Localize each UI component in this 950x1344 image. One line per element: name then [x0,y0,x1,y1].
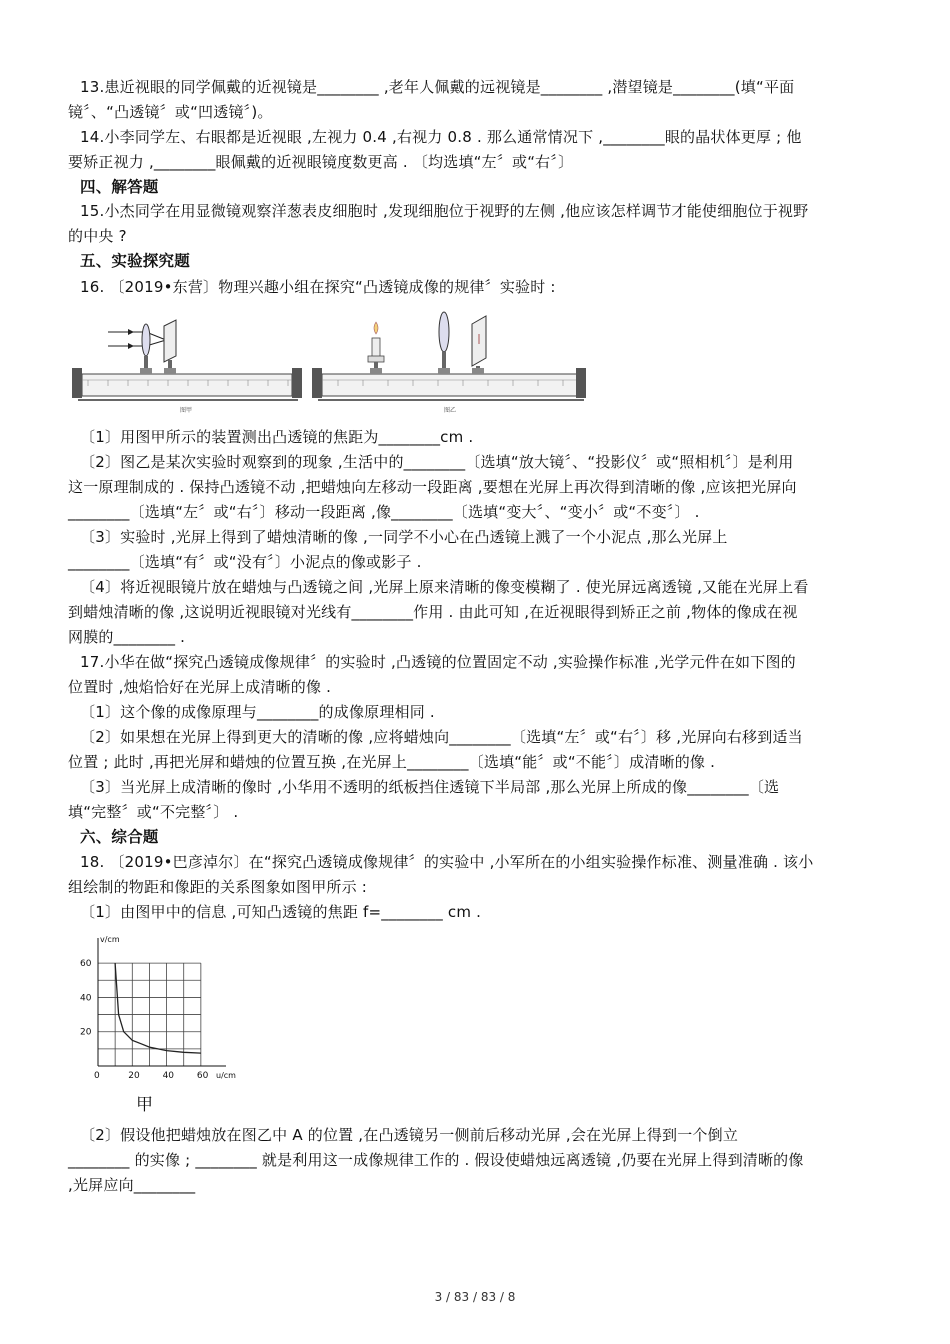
caption-fig-a: 图甲 [180,407,193,414]
text-line: 位置 ; 此时 ,再把光屏和蜡烛的位置互换 ,在光屏上________〔选填“能〞或“不能〞〕成清晰的像 . [68,753,716,771]
section-heading: 六、综合题 [80,828,159,846]
caption-fig-b: 图乙 [444,407,457,414]
text-line: 〔3〕当光屏上成清晰的像时 ,小华用不透明的纸板挡住透镜下半局部 ,那么光屏上所成的像________〔选 [80,778,780,796]
x-tick-label: 60 [196,1071,209,1081]
text-line: 〔2〕如果想在光屏上得到更大的清晰的像 ,应将蜡烛向________〔选填“左〞或“右〞〕移 ,光屏向右移到适当 [80,728,803,746]
text-line: ________ 的实像 ; ________ 就是利用这一成像规律工作的 . 假设使蜡烛远离透镜 ,仍要在光屏上得到清晰的像 [68,1151,804,1169]
text-line: 14.小李同学左、右眼都是近视眼 ,左视力 0.4 ,右视力 0.8 . 那么通常情况下 ,________眼的晶状体更厚 ; 他 [80,128,802,146]
bench-a [72,320,302,414]
chart-ticks [80,959,209,1081]
x-tick-label: 0 [94,1071,100,1081]
text-line: ,光屏应向________ [68,1176,196,1194]
section-heading: 五、实验探究题 [80,252,190,270]
y-axis-label: v/cm [100,935,120,944]
text-line: 15.小杰同学在用显微镜观察洋葱表皮细胞时 ,发现细胞位于视野的左侧 ,他应该怎样调节才能使细胞位于视野 [80,202,809,220]
page-footer: 3 / 83 / 83 / 8 [434,1290,516,1304]
text-line: ________〔选填“有〞或“没有〞〕小泥点的像或影子 . [68,553,422,571]
text-line: 组绘制的物距和像距的关系图象如图甲所示 : [68,878,368,896]
text-line: 16. 〔2019•东营〕物理兴趣小组在探究“凸透镜成像的规律〞实验时 : [80,278,556,296]
text-line: 的中央 ? [68,227,127,245]
x-tick-label: 40 [162,1071,175,1081]
y-tick-label: 40 [80,993,92,1004]
x-tick-label: 20 [128,1071,140,1081]
x-axis-label: u/cm [216,1071,236,1080]
bench-b [312,312,586,414]
text-line: 这一原理制成的 . 保持凸透镜不动 ,把蜡烛向左移动一段距离 ,要想在光屏上再次得到清晰的像 ,应该把光屏向 [68,478,797,496]
text-line: 17.小华在做“探究凸透镜成像规律〞的实验时 ,凸透镜的位置固定不动 ,实验操作标准 ,光学元件在如下图的 [80,653,796,671]
text-line: 〔1〕这个像的成像原理与________的成像原理相同 . [80,703,435,721]
vu-graph [74,928,254,1120]
optical-bench-figure [68,310,588,418]
text-line: 〔2〕假设他把蜡烛放在图乙中 A 的位置 ,在凸透镜另一侧前后移动光屏 ,会在光屏上得到一个倒立 [80,1126,739,1144]
text-line: 〔1〕用图甲所示的装置测出凸透镜的焦距为________cm . [80,428,474,446]
text-line: 填“完整〞或“不完整〞〕 . [68,803,239,821]
chart-series [115,963,201,1053]
text-line: 18. 〔2019•巴彦淖尔〕在“探究凸透镜成像规律〞的实验中 ,小军所在的小组实验操作标准、测量准确 . 该小 [80,853,814,871]
y-tick-label: 20 [80,1027,92,1038]
text-line: 〔2〕图乙是某次实验时观察到的现象 ,生活中的________〔选填“放大镜〞、“投影仪〞或“照相机〞〕是利用 [80,453,794,471]
optical-bench-svg [68,310,588,418]
text-line: 13.患近视眼的同学佩戴的近视镜是________ ,老年人佩戴的远视镜是________ ,潜望镜是________(填“平面 [80,78,795,96]
text-line: 到蜡烛清晰的像 ,这说明近视眼镜对光线有________作用 . 由此可知 ,在近视眼得到矫正之前 ,物体的像成在视 [68,603,798,621]
text-line: 〔3〕实验时 ,光屏上得到了蜡烛清晰的像 ,一同学不小心在凸透镜上溅了一个小泥点 ,那么光屏上 [80,528,728,546]
chart-grid [98,963,201,1066]
graph-figure [74,928,254,1120]
text-line: 网膜的________ . [68,628,186,646]
text-line: 镜〞、“凸透镜〞或“凹透镜〞)。 [68,103,273,121]
text-line: 要矫正视力 ,________眼佩戴的近视眼镜度数更高 . 〔均选填“左〞或“右〞〕 [68,153,574,171]
series-line [115,963,201,1053]
graph-caption: 甲 [136,1095,153,1115]
text-line: 位置时 ,烛焰恰好在光屏上成清晰的像 . [68,678,332,696]
section-heading: 四、解答题 [80,178,159,196]
text-line: 〔1〕由图甲中的信息 ,可知凸透镜的焦距 f=________ cm . [80,903,482,921]
text-line: 〔4〕将近视眼镜片放在蜡烛与凸透镜之间 ,光屏上原来清晰的像变模糊了 . 使光屏远离透镜 ,又能在光屏上看 [80,578,809,596]
y-tick-label: 60 [80,959,92,970]
text-line: ________〔选填“左〞或“右〞〕移动一段距离 ,像________〔选填“变大〞、“变小〞或“不变〞〕 . [68,503,700,521]
